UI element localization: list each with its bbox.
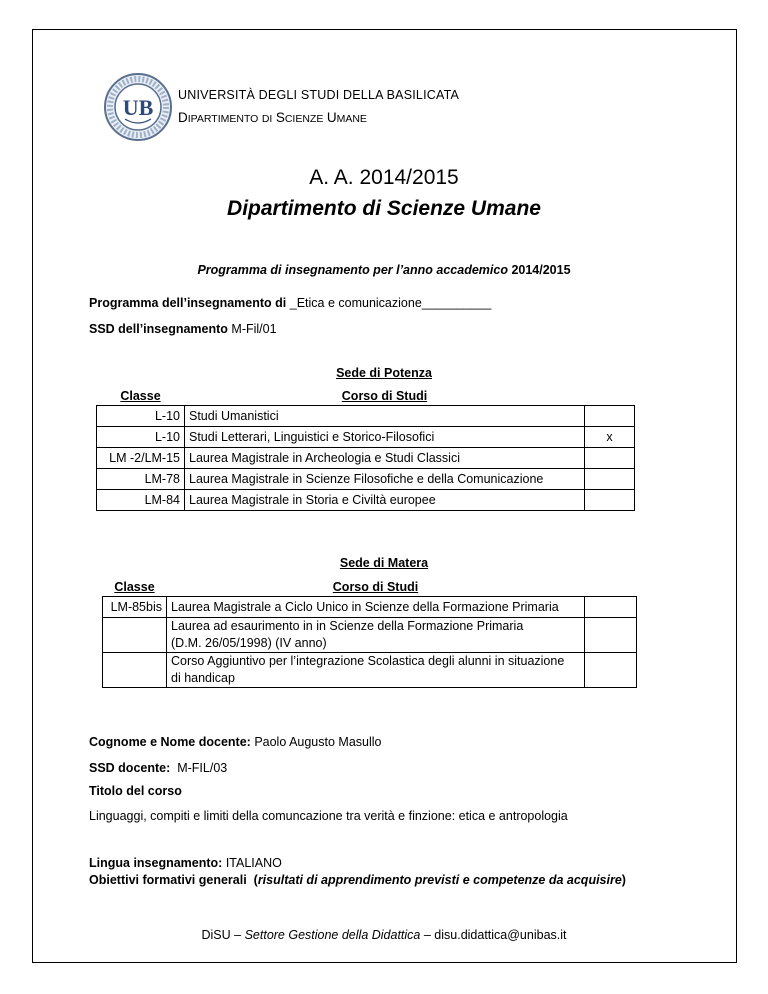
lingua-line	[89, 856, 282, 870]
mark-cell	[585, 597, 637, 618]
ssd-docente-label: SSD docente:	[89, 761, 171, 775]
corso-line: Laurea ad esaurimento in in Scienze della Formazione Primaria	[171, 619, 524, 633]
table-row	[97, 406, 635, 427]
sede-potenza-title: Sede di Potenza	[336, 366, 432, 380]
sc-word-1-initial: D	[178, 110, 188, 125]
insegnamento-label: Programma dell’insegnamento di	[89, 296, 287, 310]
classe-cell: LM-84	[97, 490, 185, 511]
table-row	[97, 448, 635, 469]
classe-cell	[103, 618, 167, 653]
classe-cell: LM-78	[97, 469, 185, 490]
mark-cell	[585, 469, 635, 490]
corso-cell	[167, 618, 585, 653]
titolo-label: Titolo del corso	[89, 784, 182, 798]
mark-cell: x	[585, 427, 635, 448]
table-row	[97, 427, 635, 448]
programme-title-year: 2014/2015	[511, 263, 571, 277]
sc-word-3-rest: CIENZE	[284, 113, 324, 125]
sc-word-4-rest: MANE	[336, 113, 367, 125]
sc-word-4-initial: U	[326, 110, 337, 125]
matera-col-corso: Corso di Studi	[332, 579, 419, 594]
corso-line: Corso Aggiuntivo per l’integrazione Scolastica degli alunni in situazione	[171, 654, 565, 668]
corso-line: (D.M. 26/05/1998) (IV anno)	[171, 636, 327, 650]
ssd-insegnamento-value: M-Fil/01	[231, 322, 277, 336]
ssd-docente-line	[89, 761, 227, 775]
classe-cell: LM -2/LM-15	[97, 448, 185, 469]
docente-line	[89, 735, 381, 749]
classe-cell	[103, 653, 167, 688]
potenza-header-row	[97, 387, 635, 406]
table-row	[103, 618, 637, 653]
mark-cell	[585, 618, 637, 653]
programme-title-prefix: Programma di insegnamento per l’anno accademico	[197, 263, 508, 277]
ssd-docente-value: M-FIL/03	[177, 761, 228, 775]
matera-col-mark	[585, 578, 637, 597]
titolo-value: Linguaggi, compiti e limiti della comuncazione tra verità e finzione: etica e antropologia	[89, 809, 568, 823]
obiettivi-open: (	[253, 873, 258, 887]
potenza-col-classe: Classe	[120, 388, 161, 403]
sc-word-2: DI	[261, 113, 273, 125]
table-row	[97, 490, 635, 511]
classe-cell: LM-85bis	[103, 597, 167, 618]
corso-cell: Laurea Magistrale in Storia e Civiltà europee	[185, 490, 585, 511]
footer	[0, 928, 768, 942]
sede-matera-title: Sede di Matera	[339, 556, 429, 570]
department-title: Dipartimento di Scienze Umane	[227, 197, 541, 220]
university-name: UNIVERSITÀ DEGLI STUDI DELLA BASILICATA	[178, 88, 460, 102]
corso-line: Laurea Magistrale a Ciclo Unico in Scienze della Formazione Primaria	[171, 599, 559, 614]
mark-cell	[585, 448, 635, 469]
footer-middle: Settore Gestione della Didattica	[244, 928, 421, 942]
department-small-caps	[178, 110, 367, 125]
insegnamento-line	[89, 296, 491, 310]
classe-cell: L-10	[97, 427, 185, 448]
mark-cell	[585, 406, 635, 427]
table-row	[97, 469, 635, 490]
obiettivi-line	[89, 873, 626, 887]
svg-text:UB: UB	[122, 95, 154, 120]
docente-value: Paolo Augusto Masullo	[254, 735, 382, 749]
footer-email: – disu.didattica@unibas.it	[423, 928, 567, 942]
matera-table	[102, 578, 637, 688]
ssd-insegnamento-line	[89, 322, 277, 336]
corso-cell: Laurea Magistrale in Archeologia e Studi Classici	[185, 448, 585, 469]
corso-line: di handicap	[171, 671, 235, 685]
sc-word-3-initial: S	[275, 110, 285, 125]
ssd-insegnamento-label: SSD dell’insegnamento	[89, 322, 228, 336]
university-seal-logo	[103, 72, 173, 142]
academic-year: A. A. 2014/2015	[309, 166, 459, 189]
potenza-col-mark	[585, 387, 635, 406]
sc-word-1-rest: IPARTIMENTO	[187, 113, 259, 125]
corso-cell: Studi Letterari, Linguistici e Storico-Filosofici	[185, 427, 585, 448]
matera-col-classe: Classe	[114, 579, 155, 594]
potenza-table	[96, 387, 635, 511]
corso-cell	[167, 653, 585, 688]
matera-header-row	[103, 578, 637, 597]
corso-cell	[167, 597, 585, 618]
obiettivi-label: Obiettivi formativi generali	[89, 873, 247, 887]
lingua-value: ITALIANO	[225, 856, 282, 870]
footer-left: DiSU –	[201, 928, 242, 942]
insegnamento-value: _Etica e comunicazione__________	[289, 296, 492, 310]
obiettivi-close: )	[621, 873, 626, 887]
lingua-label: Lingua insegnamento:	[89, 856, 223, 870]
mark-cell	[585, 490, 635, 511]
programme-title	[0, 263, 768, 277]
table-row	[103, 597, 637, 618]
mark-cell	[585, 653, 637, 688]
corso-cell: Studi Umanistici	[185, 406, 585, 427]
table-row	[103, 653, 637, 688]
classe-cell: L-10	[97, 406, 185, 427]
potenza-col-corso: Corso di Studi	[341, 388, 428, 403]
corso-cell: Laurea Magistrale in Scienze Filosofiche e della Comunicazione	[185, 469, 585, 490]
obiettivi-detail: risultati di apprendimento previsti e competenze da acquisire	[257, 873, 622, 887]
docente-label: Cognome e Nome docente:	[89, 735, 251, 749]
